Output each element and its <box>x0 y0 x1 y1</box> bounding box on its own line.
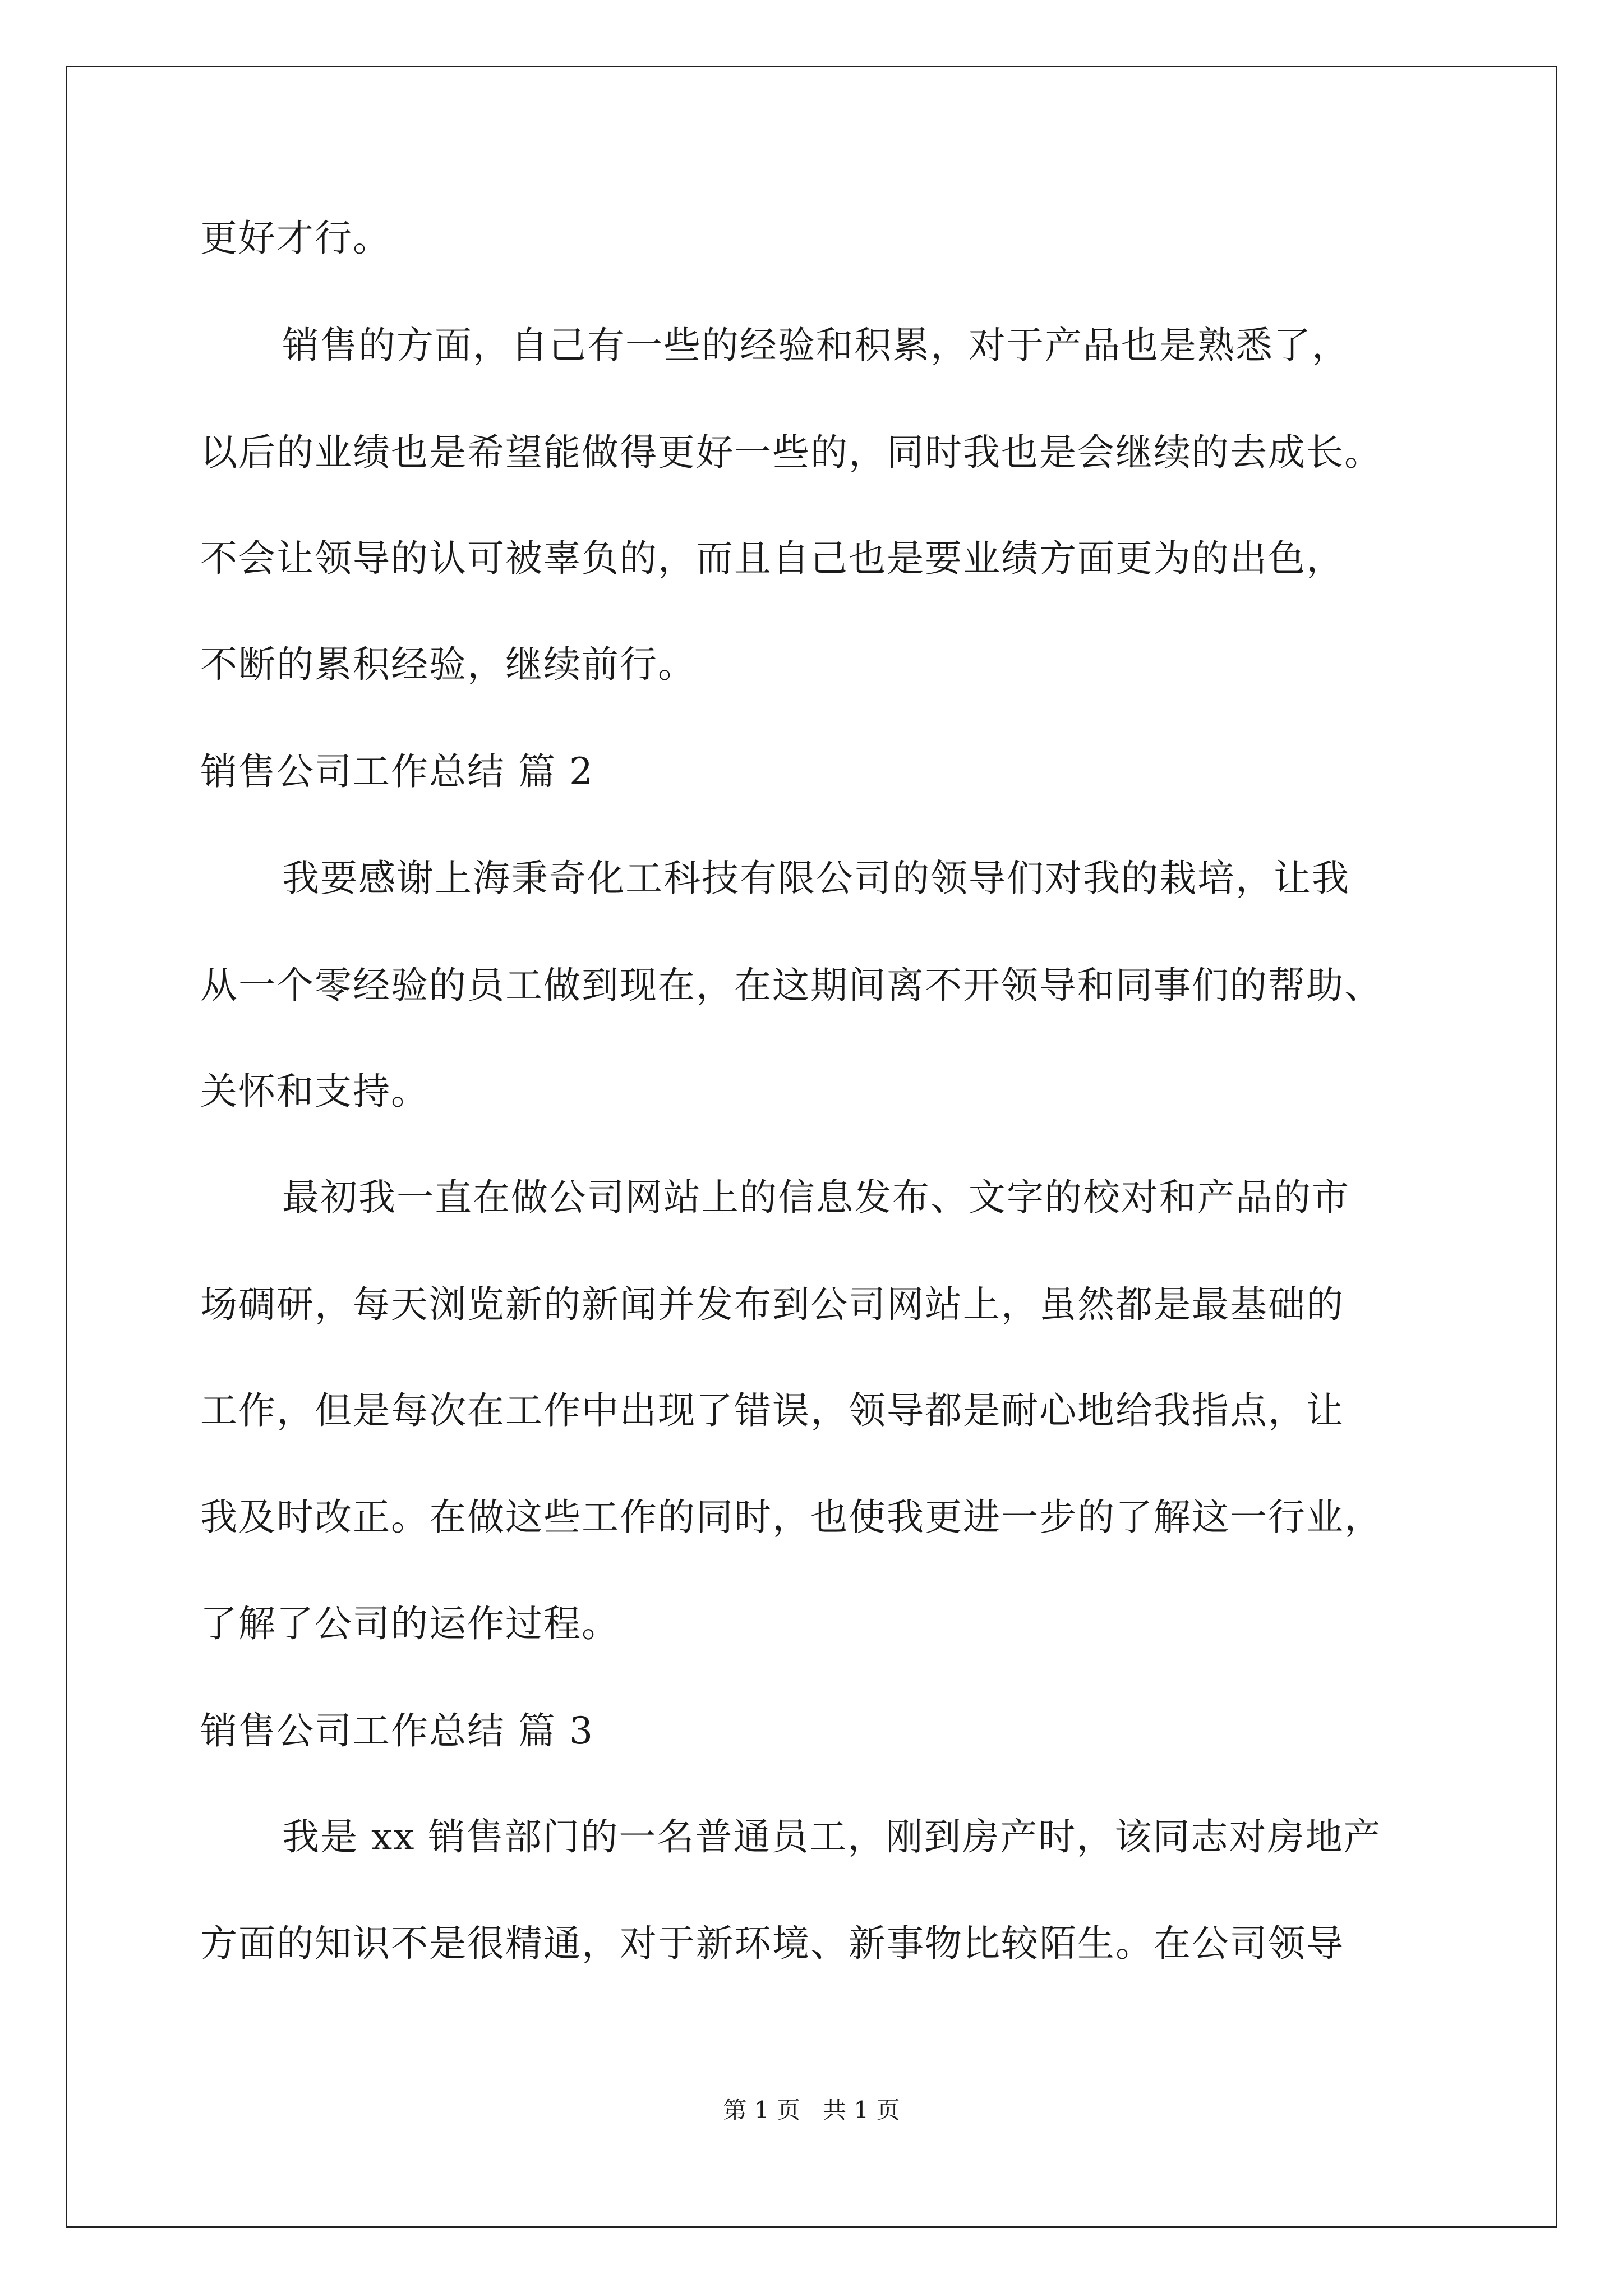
paragraph-line: 更好才行。 <box>200 217 391 260</box>
paragraph-line: 从一个零经验的员工做到现在，在这期间离不开领导和同事们的帮助、 <box>200 964 1382 1007</box>
paragraph-line: 不断的累积经验，继续前行。 <box>200 643 696 686</box>
paragraph-line: 了解了公司的运作过程。 <box>200 1602 620 1645</box>
paragraph-line: 以后的业绩也是希望能做得更好一些的，同时我也是会继续的去成长。 <box>200 431 1382 474</box>
paragraph-line: 不会让领导的认可被辜负的，而且自己也是要业绩方面更为的出色， <box>200 537 1344 580</box>
section-heading: 销售公司工作总结 篇 2 <box>200 750 594 793</box>
paragraph-line: 场碉研，每天浏览新的新闻并发布到公司网站上，虽然都是最基础的 <box>200 1283 1344 1326</box>
paragraph-line: 我及时改正。在做这些工作的同时，也使我更进一步的了解这一行业， <box>200 1496 1382 1539</box>
paragraph-line: 我是 xx 销售部门的一名普通员工，刚到房产时，该同志对房地产 <box>282 1815 1382 1858</box>
paragraph-line: 工作，但是每次在工作中出现了错误，领导都是耐心地给我指点，让 <box>200 1389 1344 1432</box>
paragraph-line: 最初我一直在做公司网站上的信息发布、文字的校对和产品的市 <box>282 1176 1350 1219</box>
page-frame <box>66 66 1557 2228</box>
paragraph-line: 方面的知识不是很精通，对于新环境、新事物比较陌生。在公司领导 <box>200 1922 1344 1965</box>
paragraph-line: 关怀和支持。 <box>200 1070 429 1113</box>
section-heading: 销售公司工作总结 篇 3 <box>200 1709 594 1752</box>
paragraph-line: 销售的方面，自己有一些的经验和积累，对于产品也是熟悉了， <box>282 324 1350 367</box>
paragraph-line: 我要感谢上海秉奇化工科技有限公司的领导们对我的栽培，让我 <box>282 857 1350 900</box>
page-number: 第 1 页 共 1 页 <box>723 2096 900 2124</box>
